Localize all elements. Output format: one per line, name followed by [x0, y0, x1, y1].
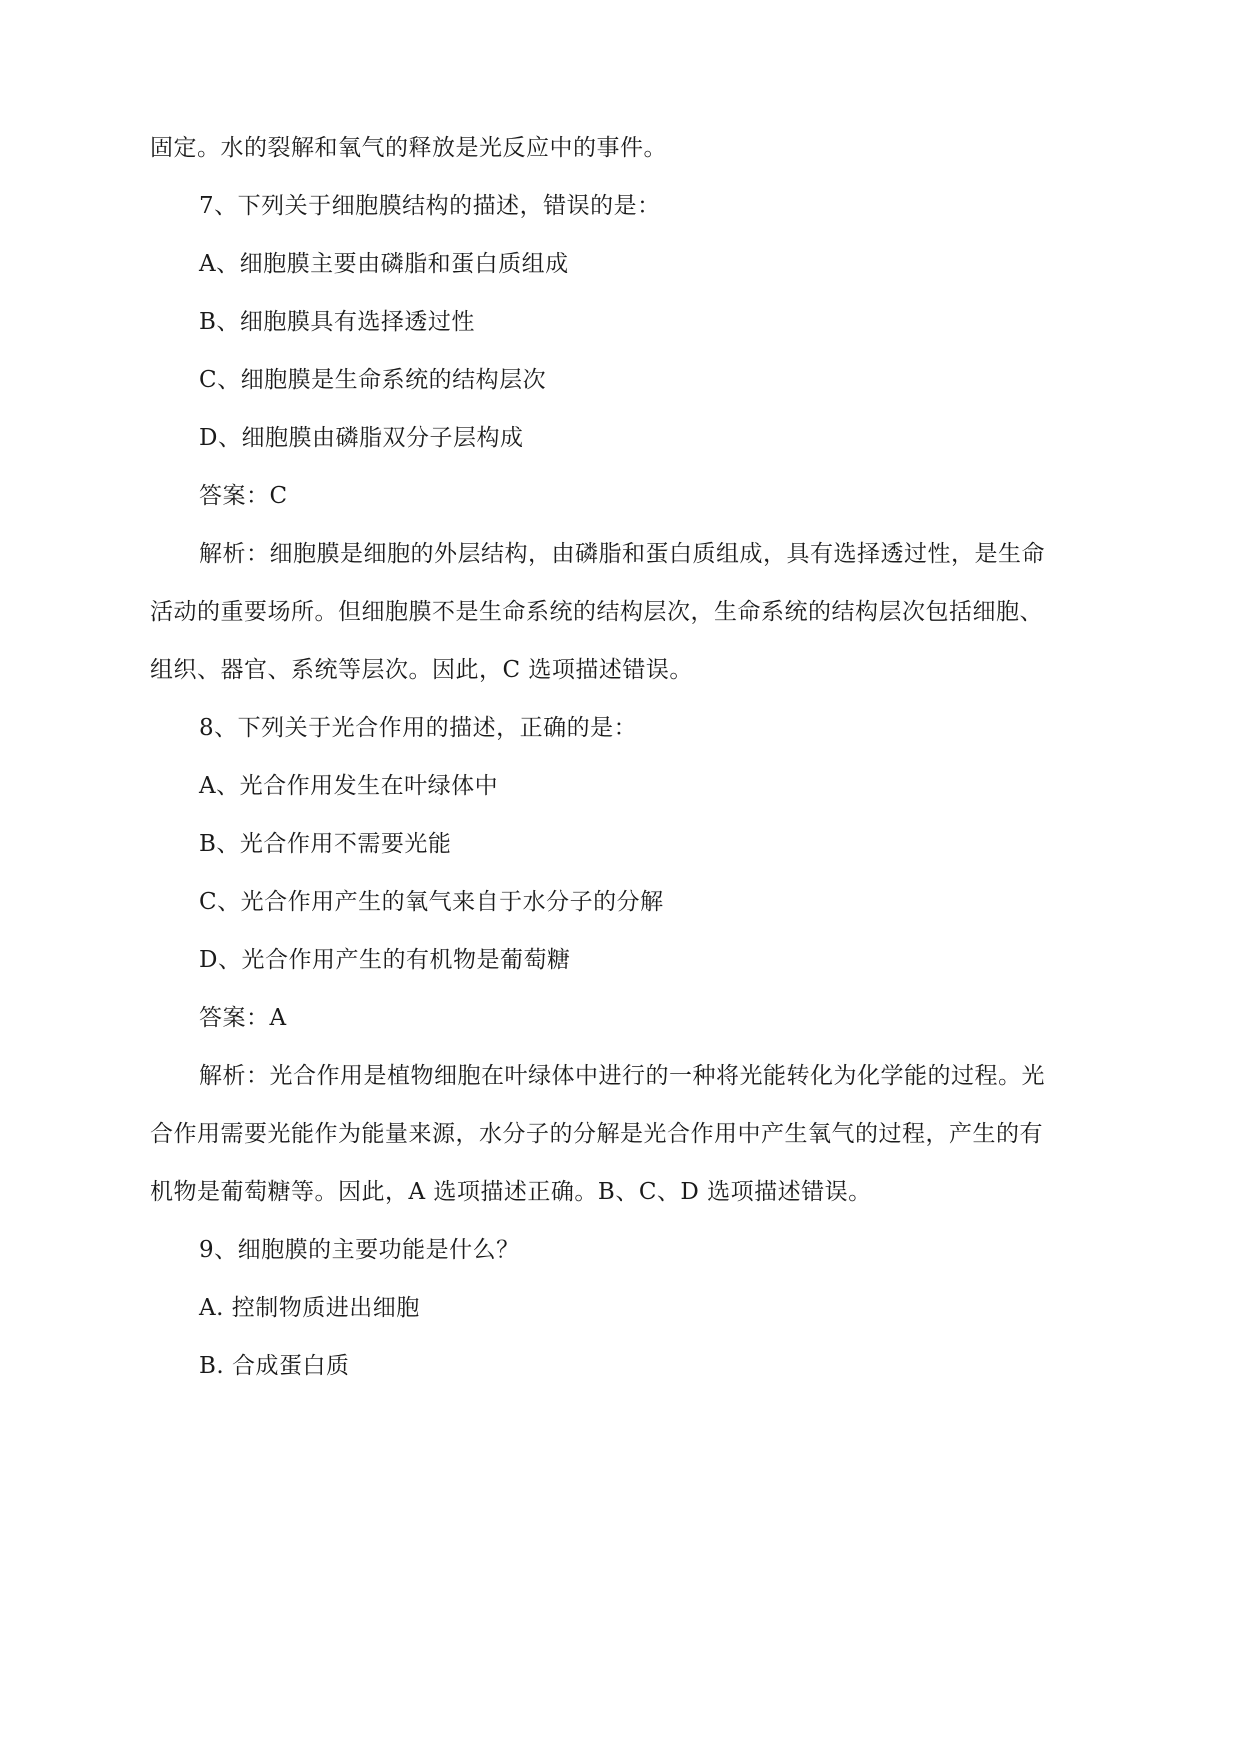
question-8-option-b: B、光合作用不需要光能 — [199, 831, 452, 857]
question-8-text: 8、下列关于光合作用的描述，正确的是： — [199, 715, 638, 741]
question-7-analysis-line-2: 活动的重要场所。但细胞膜不是生命系统的结构层次，生命系统的结构层次包括细胞、 — [150, 599, 1043, 625]
question-8-option-c: C、光合作用产生的氧气来自于水分子的分解 — [199, 889, 664, 915]
question-8-answer: 答案：A — [199, 1005, 287, 1031]
question-7-option-c: C、细胞膜是生命系统的结构层次 — [199, 367, 547, 393]
question-8-analysis-line-1: 解析：光合作用是植物细胞在叶绿体中进行的一种将光能转化为化学能的过程。光 — [199, 1063, 1045, 1089]
question-7-analysis-line-3: 组织、器官、系统等层次。因此，C 选项描述错误。 — [150, 657, 693, 683]
question-9-option-a: A. 控制物质进出细胞 — [199, 1295, 420, 1321]
question-9-text: 9、细胞膜的主要功能是什么？ — [199, 1237, 520, 1263]
question-7-option-a: A、细胞膜主要由磷脂和蛋白质组成 — [199, 251, 569, 277]
question-8-analysis-line-3: 机物是葡萄糖等。因此，A 选项描述正确。B、C、D 选项描述错误。 — [150, 1179, 872, 1205]
question-9-option-b: B. 合成蛋白质 — [199, 1353, 350, 1379]
question-7-analysis-line-1: 解析：细胞膜是细胞的外层结构，由磷脂和蛋白质组成，具有选择透过性，是生命 — [199, 541, 1045, 567]
question-8-analysis-line-2: 合作用需要光能作为能量来源，水分子的分解是光合作用中产生氧气的过程，产生的有 — [150, 1121, 1043, 1147]
question-7-answer: 答案：C — [199, 483, 288, 509]
question-8-option-d: D、光合作用产生的有机物是葡萄糖 — [199, 947, 571, 973]
question-7-option-b: B、细胞膜具有选择透过性 — [199, 309, 475, 335]
question-8-option-a: A、光合作用发生在叶绿体中 — [199, 773, 499, 799]
question-7-option-d: D、细胞膜由磷脂双分子层构成 — [199, 425, 524, 451]
question-7-text: 7、下列关于细胞膜结构的描述，错误的是： — [199, 193, 661, 219]
previous-analysis-tail: 固定。水的裂解和氧气的释放是光反应中的事件。 — [150, 135, 667, 161]
